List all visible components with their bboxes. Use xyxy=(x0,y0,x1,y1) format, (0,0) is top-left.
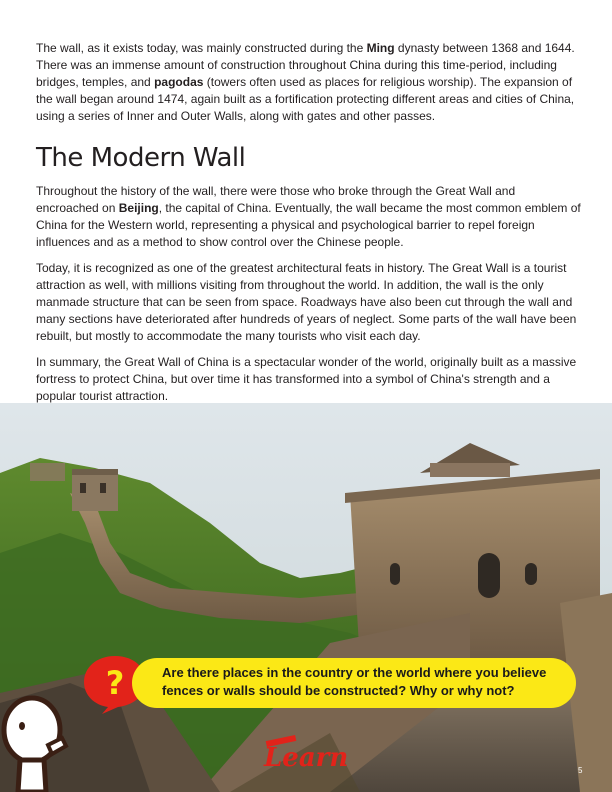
paragraph-today: Today, it is recognized as one of the greatest architectural feats in history. The Great Wall is a tourist attraction as well, with millions visiting from throughout the world. In addition, the wall is the only manmade structure that can be seen from space. Roadways have also been cut through the wall and many sections have deteriorated after hundreds of years of neglect. Some parts of the wall have been rebuilt, but mostly to accommodate the many tourists who visit each day. xyxy=(36,261,577,343)
paragraph-ming xyxy=(36,40,581,125)
text-run: The wall, as it exists today, was mainly constructed during the xyxy=(36,41,367,55)
paragraph-summary: In summary, the Great Wall of China is a spectacular wonder of the world, originally built as a massive fortress to protect China, but over time it has transformed into a symbol of China's strength and a popular tourist attraction. xyxy=(36,355,577,403)
article-body xyxy=(36,40,581,414)
learn-logo xyxy=(256,732,356,776)
text-run: Throughout the history of the wall, there were those who broke through the Great Wall and encroached on xyxy=(36,184,516,215)
page-number: 5 xyxy=(578,766,583,775)
term-pagodas: pagodas xyxy=(154,75,204,89)
logo-wordmark: Learn xyxy=(264,743,349,773)
discussion-question: Are there places in the country or the world where you believe fences or walls should be constructed? Why or why not? xyxy=(132,658,576,708)
section-heading: The Modern Wall xyxy=(36,143,246,173)
text-run: dynasty between 1368 and 1644. There was an immense amount of construction throughout China during this time-period, including bridges, temples, and xyxy=(36,41,575,89)
term-beijing: Beijing xyxy=(118,201,159,215)
text-run: (towers often used as places for religious worship). The expansion of the wall began around 1474, again built as a fortification protecting different areas and cities of China, using a series of Inner and Outer Walls, along with gates and other passes. xyxy=(36,75,575,123)
question-mark-glyph: ? xyxy=(105,664,125,702)
term-ming: Ming xyxy=(366,41,395,55)
mascot-figure-icon xyxy=(0,690,75,792)
text-run: , the capital of China. Eventually, the wall became the most common emblem of China for the Western world, representing a physical and psychological barrier to repel foreign influences and as a method to show control over the Chinese people. xyxy=(36,201,581,249)
paragraph-beijing xyxy=(36,183,581,251)
